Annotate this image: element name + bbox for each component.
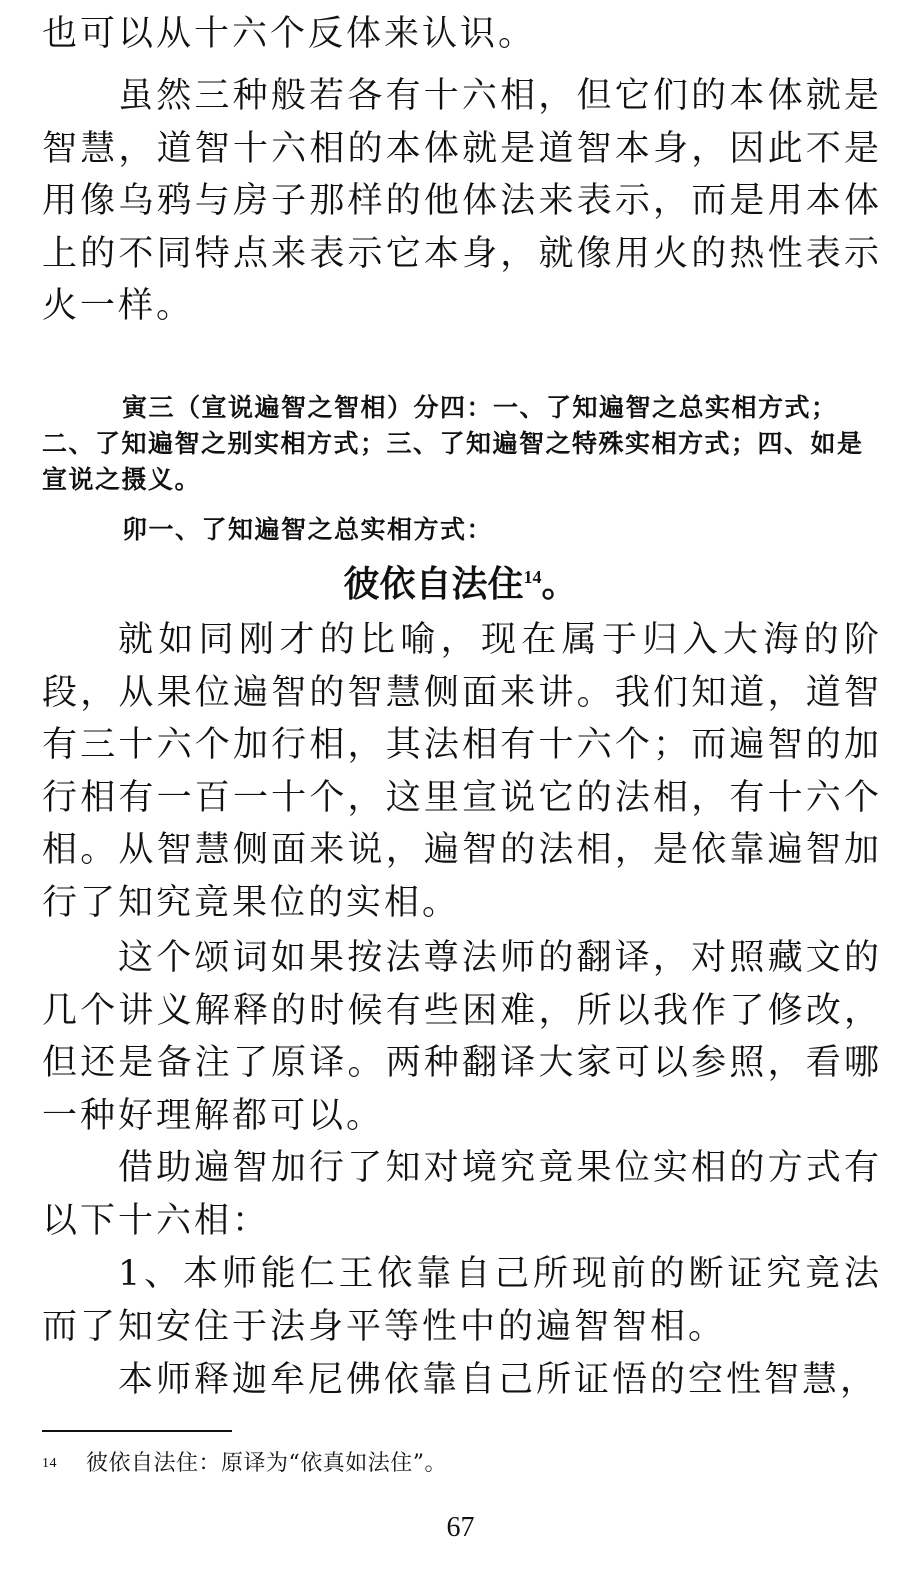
page-number: 67 xyxy=(446,1512,475,1543)
paragraph-analogy: 就如同刚才的比喻，现在属于归入大海的阶段，从果位遍智的智慧侧面来讲。我们知道，道智有三十六个加行相，其法相有十六个；而遍智的加行相有一百一十个，这里宣说它的法相，有十六个相。从智慧侧面来说，遍智的法相，是依靠遍智加行了知究竟果位的实相。 xyxy=(42,620,882,923)
footnote-number: 14 xyxy=(42,1456,57,1471)
outline-heading-mao1: 卯一、了知遍智之总实相方式： xyxy=(122,515,494,544)
footnote-divider xyxy=(42,1430,232,1432)
list-item-aspect-1: 1、本师能仁王依靠自己所现前的断证究竟法而了知安住于法身平等性中的遍智智相。 xyxy=(42,1254,882,1347)
verse-end-mark: 。 xyxy=(541,564,578,605)
paragraph-translation-note: 这个颂词如果按法尊法师的翻译，对照藏文的几个讲义解释的时候有些困难，所以我作了修改，但还是备注了原译。两种翻译大家可以参照，看哪一种好理解都可以。 xyxy=(42,938,882,1136)
root-verse xyxy=(0,558,921,612)
paragraph-sixteen-aspects: 借助遍智加行了知对境究竟果位实相的方式有以下十六相： xyxy=(42,1148,882,1241)
verse-text: 彼依自法住 xyxy=(343,564,524,605)
paragraph-buddha: 本师释迦牟尼佛依靠自己所证悟的空性智慧， xyxy=(118,1360,879,1400)
paragraph-three-prajnas: 虽然三种般若各有十六相，但它们的本体就是智慧，道智十六相的本体就是道智本身，因此不是用像乌鸦与房子那样的他体法来表示，而是用本体上的不同特点来表示它本身，就像用火的热性表示火一样。 xyxy=(42,76,882,326)
paragraph-continued: 也可以从十六个反体来认识。 xyxy=(42,14,537,54)
footnote-ref-marker[interactable]: 14 xyxy=(523,567,542,587)
footnote-text: 彼依自法住：原译为“依真如法住”。 xyxy=(86,1451,447,1476)
footnote xyxy=(42,1448,882,1480)
outline-heading-yin3: 寅三（宣说遍智之智相）分四：一、了知遍智之总实相方式；二、了知遍智之别实相方式；三、了知遍智之特殊实相方式；四、如是宣说之摄义。 xyxy=(42,393,864,494)
